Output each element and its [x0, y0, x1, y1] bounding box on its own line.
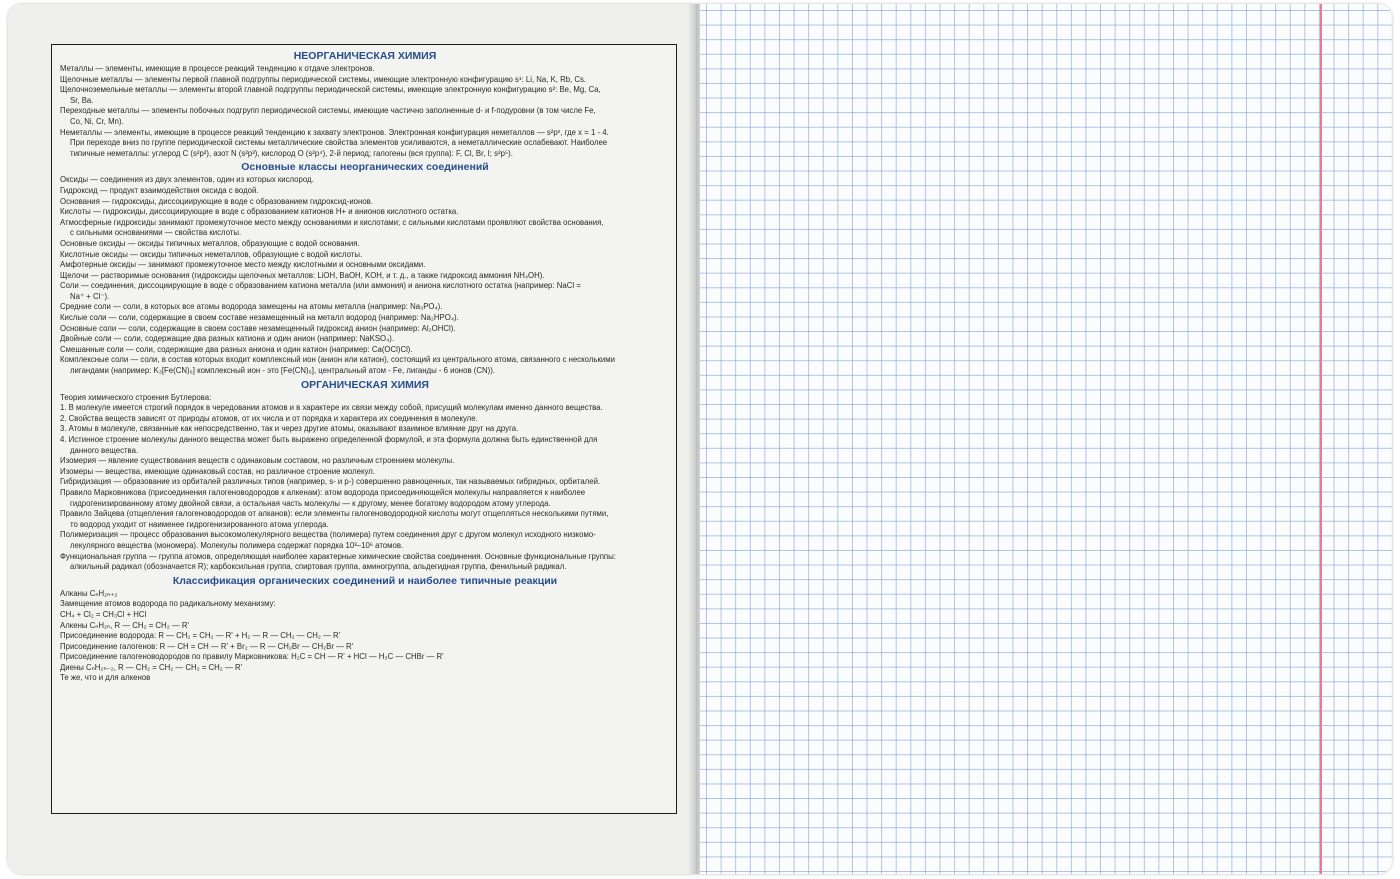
- text-line: Правило Зайцева (отщепления галогеноводородов от алканов): если элементы галогеноводородной кислоты могут отщепляться несколькими путями,: [60, 509, 609, 519]
- section-reactions-text: [60, 589, 670, 684]
- text-line: Основные соли — соли, содержащие в своем составе незамещенный гидроксид анион (например: Al₂OHCl).: [60, 323, 456, 333]
- text-line: Присоединение галогеноводородов по правилу Марковникова: H₂C = CH — R' + HCl — H₃C — CHBr — R': [60, 652, 444, 662]
- text-line: Изомеры — вещества, имеющие одинаковый состав, но различное строение молекул.: [60, 466, 375, 476]
- chemistry-reference-sheet: [51, 44, 677, 814]
- text-line: Алканы CₙH₂ₙ₊₂: [60, 588, 118, 598]
- text-line: лигандами (например: K₃[Fe(CN)₆] комплексный ион - это [Fe(CN)₆], центральный атом - Fe, лиганды - 6 ионов (CN)).: [70, 366, 495, 376]
- text-line: Амфотерные оксиды — занимают промежуточное место между кислотными и основными оксидами.: [60, 260, 426, 270]
- text-line: Кислотные оксиды — оксиды типичных неметаллов, образующие с водой кислоты.: [60, 249, 363, 259]
- text-line: Теория химического строения Бутлерова:: [60, 392, 212, 402]
- heading-organic: ОРГАНИЧЕСКАЯ ХИМИЯ: [301, 378, 429, 391]
- text-line: Двойные соли — соли, содержащие два разных катиона и один анион (например: NaKSO₄).: [60, 334, 395, 344]
- text-line: Кислоты — гидроксиды, диссоциирующие в воде с образованием катионов H+ и анионов кислотного остатка.: [60, 207, 459, 217]
- text-line: Гибридизация — образование из орбиталей различных типов (например, s- и p-) совершенно равноценных, так называемых гибридных, орбиталей.: [60, 477, 601, 487]
- notebook-spread: [8, 4, 1392, 874]
- text-line: Щелочноземельные металлы — элементы второй главной подгруппы периодической системы, имеющие электронную конфигурацию s²: Be, Mg, Ca,: [60, 85, 601, 95]
- text-line: При переходе вниз по группе периодической системы металлические свойства элементов усиливаются, а неметаллические ослабевают. Наиболее: [70, 138, 608, 148]
- text-line: Функциональная группа — группа атомов, определяющая наиболее характерные химические свойства соединения. Основные функциональные группы:: [60, 551, 616, 561]
- graph-paper-page: [700, 4, 1392, 874]
- text-line: Co, Ni, Cr, Mn).: [70, 116, 124, 126]
- heading-inorganic: НЕОРГАНИЧЕСКАЯ ХИМИЯ: [293, 50, 437, 62]
- text-line: Щелочи — растворимые основания (гидроксиды щелочных металлов: LiOH, BaOH, KOH, и т. д., а также гидроксид аммония NH₄OH).: [60, 270, 545, 280]
- text-line: Неметаллы — элементы, имеющие в процессе реакций тенденцию к захвату электронов. Электронная конфигурация неметаллов — s²pˣ, где x = 1 - 4.: [60, 127, 609, 137]
- text-line: Присоединение галогенов: R — CH = CH — R' + Br₂ — R — CH₂Br — CH₂Br — R': [60, 641, 354, 651]
- text-line: Основания — гидроксиды, диссоциирующие в воде с образованием гидроксид-ионов.: [60, 196, 373, 206]
- text-line: Соли — соединения, диссоциирующие в воде с образованием катиона металла (или аммония) и аниона кислотного остатка (например: NaCl =: [60, 281, 581, 291]
- text-line: Замещение атомов водорода по радикальному механизму:: [60, 599, 276, 609]
- text-line: Диены CₙH₂ₙ₋₂, R — CH₂ = CH₂ — CH₂ = CH₂ — R': [60, 662, 243, 672]
- text-line: Изомерия — явление существования веществ с одинаковым составом, но различным строением молекулы.: [60, 456, 455, 466]
- text-line: 2. Свойства веществ зависят от природы атомов, от их числа и от порядка и характера их соединения в молекуле.: [60, 413, 478, 423]
- text-line: Алкены CₙH₂ₙ, R — CH₂ = CH₂ — R': [60, 620, 189, 630]
- section-organic-text: [60, 393, 670, 573]
- text-line: Основные оксиды — оксиды типичных металлов, образующие с водой основания.: [60, 238, 360, 248]
- text-line: Переходные металлы — элементы побочных подгрупп периодической системы, имеющие частично заполненные d- и f-подуровни (в том числе Fe,: [60, 106, 596, 116]
- text-line: Средние соли — соли, в которых все атомы водорода замещены на атомы металла (например: Na₃PO₄).: [60, 302, 443, 312]
- text-line: данного вещества.: [70, 445, 139, 455]
- text-line: лекулярного вещества (мономера). Молекулы полимера содержат порядка 10³–10⁶ атомов.: [70, 540, 404, 550]
- text-line: Оксиды — соединения из двух элементов, один из которых кислород.: [60, 175, 314, 185]
- text-line: Na⁺ + Cl⁻).: [70, 291, 110, 301]
- text-line: 3. Атомы в молекуле, связанные как непосредственно, так и через другие атомы, оказывают взаимное влияние друг на друга.: [60, 424, 519, 434]
- left-page: [8, 4, 696, 874]
- text-line: Кислые соли — соли, содержащие в своем составе незамещенный на металл водород (например: Na₂HPO₄).: [60, 313, 459, 323]
- text-line: Правило Марковникова (присоединения галогеноводородов к алкенам): атом водорода присоединяющейся молекулы направляется к наиболее: [60, 487, 586, 497]
- text-line: CH₄ + Cl₂ = CH₃Cl + HCl: [60, 609, 147, 619]
- red-margin-line: [1320, 4, 1322, 874]
- text-line: Металлы — элементы, имеющие в процессе реакций тенденцию к отдаче электронов.: [60, 64, 375, 73]
- text-line: алкильный радикал (обозначается R); карбоксильная группа, спиртовая группа, аминогруппа, альдегидная группа, фенильный радикал.: [70, 562, 567, 572]
- text-line: Присоединение водорода: R — CH₂ = CH₂ — R' + H₂ — R — CH₂ — CH₂ — R': [60, 631, 341, 641]
- text-line: 4. Истинное строение молекулы данного вещества может быть выражено определенной формулой, и эта формула должна быть единственной для: [60, 435, 598, 444]
- text-line: Те же, что и для алкенов: [60, 673, 151, 683]
- section-inorganic-text: [60, 64, 670, 159]
- text-line: с сильными основаниями — свойства кислоты.: [70, 228, 242, 238]
- text-line: Полимеризация — процесс образования высокомолекулярного вещества (полимера) путем соединения друг с другом молекул исходного низкомо-: [60, 530, 596, 540]
- text-line: Sr, Ba.: [70, 95, 94, 105]
- text-line: типичные неметаллы: углерод C (s²p²), азот N (s²p³), кислород O (s²p⁴), 2-й период; галогены (вся группа): F, Cl, Br, I; s²p⁵).: [70, 148, 513, 158]
- section-classes-text: [60, 175, 670, 376]
- text-line: то водород уходит от наименее гидрогенизированного атома углерода.: [70, 519, 329, 529]
- text-line: гидрогенизированному атому двойной связи, а остальная часть молекулы — к другому, менее богатому водородом атому углерода.: [70, 498, 551, 508]
- text-line: Комплексные соли — соли, в состав которых входит комплексный ион (анион или катион), состоящий из центрального атома, связанного с несколькими: [60, 355, 615, 365]
- text-line: Атмосферные гидроксиды занимают промежуточное место между основаниями и кислотами; с сильными кислотами проявляют свойства основания,: [60, 217, 604, 227]
- heading-inorganic-classes: Основные классы неорганических соединений: [241, 161, 489, 174]
- text-line: Щелочные металлы — элементы первой главной подгруппы периодической системы, имеющие электронную конфигурацию s¹: Li, Na, K, Rb, Cs.: [60, 74, 587, 84]
- text-line: 1. В молекуле имеется строгий порядок в чередовании атомов и в характере их связи между собой, присущий молекулам именно данного вещества.: [60, 403, 603, 413]
- text-line: Смешанные соли — соли, содержащие два разных аниона и один катион (например: Ca(OCl)Cl).: [60, 344, 413, 354]
- text-line: Гидроксид — продукт взаимодействия оксида с водой.: [60, 185, 259, 195]
- heading-organic-classification: Классификация органических соединений и наиболее типичные реакции: [172, 574, 558, 587]
